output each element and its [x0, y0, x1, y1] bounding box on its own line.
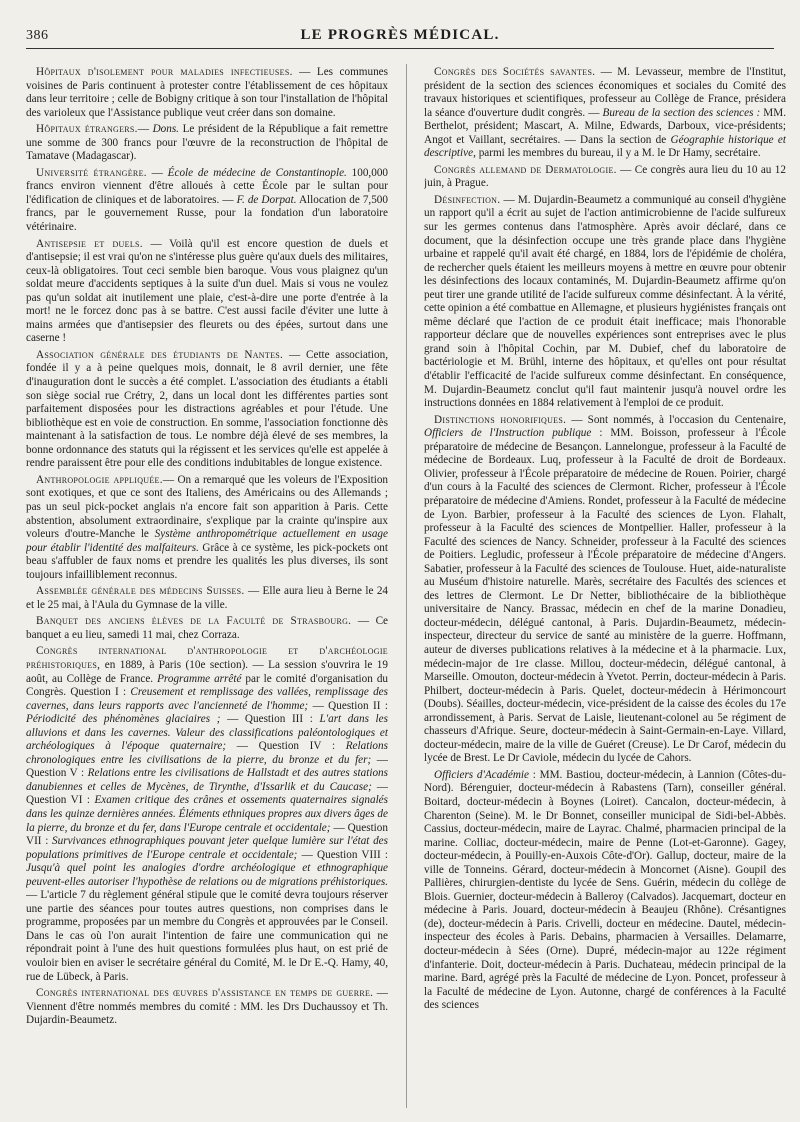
article-paragraph — [424, 414, 786, 766]
body-text: — Cette association, fondée il y a à peine quelques mois, donnait, le 8 avril dernier, une fête d'inauguration dont le succès a été complet. L'association des étudiants a établi son siège social rue Crétry, 2, dans un local dont les différentes parties sont parfaitement disposées pour les distractions agréables et pour l'étude. Une bibliothèque est en voie de construction. En somme, l'association fonctionne dès maintenant à la satisfaction de tous. Le nombre déjà élevé de ses membres, la bonne ordonnance des statuts qui la régissent et les services qu'elle est appelée à rendre paraissent être pour elle des conditions indubitables de longue existence. — [26, 348, 388, 470]
body-text: — — [137, 123, 153, 136]
article-paragraph — [26, 585, 388, 612]
article-heading: Association générale des étudiants de Nantes. — [36, 348, 284, 361]
body-text: — Ce congrès aura lieu du 10 au 12 juin, à Prague. — [424, 163, 786, 190]
body-text: — Voilà qu'il est encore question de duels et d'antisepsie; il est vrai qu'on ne s'intéresse plus guère qu'aux duels des militaires, ceux-là obligatoires. Tout ceci semble bien baroque. Vous vous plaignez qu'un soldat meure d'accidents septiques à la suite d'un duel. Mais si vous ne voulez pas qu'un soldat ait inutilement une plaie, c'est-à-dire une porte d'entrée à la mort! ne le forcez donc pas à se battre. C'est aussi facile d'éviter une lutte à mains armées que d'antisepsier des fleurets ou des épées, surtout dans une caserne ! — [26, 237, 388, 345]
article-heading: Université étrangère. — [36, 166, 147, 179]
italic-text: Géographie historique et descriptive, — [424, 133, 786, 160]
body-text: — Question VIII : — [297, 848, 388, 861]
body-text: — Question III : — [220, 713, 320, 726]
body-text: — L'article 7 du règlement général stipule que le comité devra toujours réserver une partie des séances pour toutes autres questions, non comprises dans le programme, proposées par un membre du Congrès et approuvées par le Conseil. Dans le cas où l'on aurait l'intention de faire une communication qui ne répondrait point à l'une des huit questions formulées plus haut, on est prié de vouloir bien en aviser le secrétaire général du Comité, M. le Dr E.-Q. Hamy, 40, rue de Lübeck, à Paris. — [26, 889, 388, 983]
body-text: Allocation de 7,500 francs, par le gouvernement Russe, pour la fondation d'un laboratoire vétérinaire. — [26, 193, 388, 234]
body-text: : MM. Bastiou, docteur-médecin, à Lannion (Côtes-du-Nord). Bérenguier, docteur-médecin à Rabastens (Tarn), conseiller général. Boitard, docteur-médecin à Boynes (Loiret). Cancalon, docteur-médecin, à Charenton (Seine). M. le Dr Bonnet, conseiller municipal de Sidi-bel-Abbès. Cassius, docteur-médecin, maire de Layrac. Chalmé, pharmacien principal de la marine. Colliac, docteur-médecin, maire de Penne (Lot-et-Garonne). Gagey, docteur-médecin, à Pouilly-en-Auxois Côte-d'Or). Gallup, docteur, maire de la ville de Tonneins. Gérard, docteur-médecin à Moncornet (Aisne). Goupil des Pallières, chirurgien-dentiste du lycée de Sens. Guérin, médecin du collège de Blois. Guernier, docteur-médecin à Balleroy (Calvados). Jacquemart, docteur en médecine à Paris. Jouard, docteur-médecin à Beaujeu (Rhône). Crésantignes (de), docteur-médecin à Paris. Crivelli, docteur en médecine. Dautel, médecin-inspecteur des écoles à Paris. Debains, pharmacien à Versailles. Delamarre, docteur-médecin à Sées (Orne). Dupré, médecin-major au 122e régiment d'infanterie. Doit, docteur-médecin à Paris. Duchateau, médecin principal de la marine. Bard, agrégé près la Faculté de médecine de Lyon. Poncet, professeur à la Faculté de médecine de Lyon. Autonne, chargé de conférences à la Faculté des sciences — [424, 768, 786, 1012]
body-text: — Question VI : — [26, 780, 388, 807]
body-text: MM. Berthelot, président; Mascart, A. Milne, Edwards, Darboux, vice-présidents; Angot et Vaillant, secrétaires. — Dans la section de — [424, 106, 786, 146]
column-rule — [406, 64, 407, 1108]
italic-text: Bureau de la section des sciences : — [602, 106, 761, 119]
body-text: — Ce banquet a eu lieu, samedi 11 mai, chez Corraza. — [26, 615, 388, 641]
article-heading: Hôpitaux d'isolement pour maladies infectieuses. — [36, 66, 293, 78]
body-text: — Question II : — [308, 699, 388, 712]
article-paragraph — [424, 164, 786, 191]
article-paragraph — [26, 123, 388, 164]
article-heading: Désinfection. — [434, 193, 501, 206]
article-heading: Congrès des Sociétés savantes. — [434, 66, 596, 78]
body-text: en 1889, à Paris (10e section). — La session s'ouvrira le 19 août, au Collège de France. — [26, 658, 388, 685]
body-text: Le président de la République a fait remettre une somme de 300 francs pour l'œuvre de la reconstruction de l'hôpital de Tamatave (Madagascar). — [26, 123, 388, 163]
italic-text: Survivances ethnographiques pouvant jeter quelque lumière sur l'état des populations primitives de l'Europe centrale et occidentale; — [26, 835, 388, 861]
body-text: — Les communes voisines de Paris continuent à protester contre l'établissement de ces hôpitaux dans leur territoire ; celle de Bobigny critique à son tour l'installation de l'hôpital des varioleux que l'Assistance publique veut créer dans son domaine. — [26, 66, 388, 119]
italic-text: Creusement et remplissage des vallées, remplissage des cavernes, dans leurs rapports avec l'ancienneté de l'homme; — [26, 686, 388, 712]
italic-text: Jusqu'à quel point les analogies d'ordre archéologique et ethnographique peuvent-elles autoriser l'hypothèse de relations ou de migrations préhistoriques. — [26, 862, 388, 888]
body-text: — Question V : — [26, 753, 388, 780]
italic-text: Officiers d'Académie — [434, 768, 530, 781]
article-paragraph — [26, 615, 388, 642]
article-heading: Congrès allemand de Dermatologie. — [434, 163, 617, 176]
body-text: : MM. Boisson, professeur à l'École préparatoire de médecine de Besançon. Lannelongue, professeur à la Faculté de médecine de Bordeaux. Luq, professeur à la Faculté de droit de Bordeaux. Olivier, professeur à l'École préparatoire de médecine de Rouen. Poirier, chargé d'un cours à la Faculté des sciences de Clermont. Richer, professeur à l'École préparatoire de médecine d'Amiens. Rondet, professeur à la Faculté de médecine de Lyon. Barbier, professeur à la Faculté des sciences de Lyon. Flahalt, professeur à la Faculté des sciences de Montpellier. Haller, professeur à la Faculté des sciences de Nancy. Schneider, professeur à la Faculté des sciences de Poitiers. Legludic, professeur à l'École préparatoire de médecine d'Angers. Sabatier, professeur à la Faculté des sciences de Toulouse. Huet, aide-naturaliste au Muséum d'histoire naturelle. Marès, secrétaire des Facultés des sciences et des lettres de Clermont. Le Dr Netter, bibliothécaire de la bibliothèque universitaire de Nancy. Brassac, médecin en chef de la marine Donadieu, docteur-médecin, délégué cantonal, à Paris. Dujardin-Beaumetz, médecin-inspecteur, directeur du service de santé au ministère de la guerre. Hoffmann, auteur de diverses publications relatives à la médecine et à la pharmacie. Lux, médecin-major de 1re classe. Millou, docteur-médecin, délégué cantonal, à Marseille. Omouton, docteur-médecin à Yvetot. Perrin, docteur-médecin à Paris. Philbert, docteur-médecin à Paris. Quelet, docteur-médecin à Hérimoncourt (Doubs). Séailles, docteur-médecin, vice-président de la caisse des écoles du 17e arrondissement, à Paris. Servat de Laisle, lieutenant-colonel au 5e régiment de chasseurs d'Afrique. Seure, docteur-médecin à Saint-Germain-en-Laye. Villard, docteur-médecin, maire de la ville de Guéret (Creuse). Le Dr Carof, médecin du lycée de Brest. Le Dr Caviole, médecin du lycée de Cahors. — [424, 427, 786, 765]
page-header — [26, 26, 774, 49]
italic-text: Relations chronologiques entre les civilisations de la pierre, du bronze et du fer; — [26, 740, 388, 766]
article-paragraph — [26, 645, 388, 984]
body-text: — — [146, 166, 168, 179]
article-paragraph — [26, 167, 388, 235]
article-heading: Antisepsie et duels. — [36, 237, 143, 250]
body-text: 100,000 francs environ viennent d'être alloués à cette École par le sultan pour l'édification de cliniques et de laboratoires. — — [26, 166, 388, 206]
article-paragraph — [424, 194, 786, 411]
article-paragraph — [26, 66, 388, 120]
article-paragraph — [26, 474, 388, 582]
body-text: — M. Dujardin-Beaumetz a communiqué au conseil d'hygiène un rapport qu'il a écrit au sujet de l'action antimicrobienne de l'acide sulfureux sur les germes contenus dans l'atmosphère. Après avoir déclaré, dans ce document, que la désinfection occupe une très grande place dans l'hygiène urbaine et rappelé qu'il avait été chargé, en 1884, lors de l'épidémie de choléra, de rechercher quels étaient les meilleurs moyens à mettre en œuvre pour obtenir les désinfections des locaux contaminés, M. Dujardin-Beaumetz affirme qu'on peut tirer une grande utilité de l'acide sulfureux comme désinfectant. À la vérité, cette opinion a été combattue en Allemagne, et plusieurs hygiénistes français ont même déclaré que l'action de ce produit était inefficace; mais l'honorable rapporteur déclare que de nouvelles expériences sont entreprises avec le plus grand soin à l'hôpital Cochin, par M. Dubief, chef du laboratoire de bactériologie et M. Brühl, interne des hôpitaux, et qu'elles ont pour résultat d'établir l'efficacité de l'acide sulfureux comme désinfectant. En conséquence, M. Dujardin-Beaumetz conclut qu'il faut maintenir jusqu'à nouvel ordre les instructions données en 1884 relativement à l'emploi de ce produit. — [424, 193, 786, 410]
italic-text: Officiers de l'Instruction publique — [424, 427, 592, 440]
body-text: — M. Levasseur, membre de l'Institut, président de la section des sciences économiques et sociales du Comité des travaux historiques et scientifiques, professeur au Collège de France, présidera la séance d'ouverture dudit congrès. — — [424, 66, 786, 119]
italic-text: Système anthropométrique actuellement en usage pour établir l'identité des malfaiteurs. — [26, 528, 388, 554]
article-paragraph — [424, 769, 786, 1013]
body-text: — Viennent d'être nommés membres du comité : MM. les Drs Duchaussoy et Th. Dujardin-Beaumetz. — [26, 987, 388, 1027]
article-heading: Banquet des anciens élèves de la Faculté de Strasbourg. — [36, 615, 352, 628]
italic-text: L'art dans les alluvions et dans les cavernes. Valeur des classifications paléontologiques et archéologiques à l'époque quaternaire; — [26, 713, 388, 753]
body-text: parmi les membres du bureau, il y a M. le Dr Hamy, secrétaire. — [475, 147, 761, 160]
article-heading: Distinctions honorifiques. — [434, 413, 567, 426]
body-text: par le comité d'organisation du Congrès. Question I : — [26, 672, 388, 699]
body-text: — Sont nommés, à l'occasion du Centenaire, — [566, 413, 786, 426]
italic-text: F. de Dorpat. — [236, 193, 297, 206]
italic-text: Dons. — [152, 123, 179, 136]
italic-text: Programme arrêté — [157, 672, 242, 685]
body-text: — Question VII : — [26, 821, 388, 848]
article-paragraph — [424, 66, 786, 161]
body-text: — On a remarqué que les voleurs de l'Exposition sont exotiques, et que ce sont des Italiens, des Américains ou des Allemands ; pas un seul pick-pocket anglais n'a encore fait son apparition à Paris. Cette abstention, absolument extraordinaire, s'explique par la crainte qu'inspire aux voleurs d'outre-Manche le — [26, 473, 388, 541]
article-heading: Congrès international des œuvres d'assistance en temps de guerre. — [36, 987, 374, 1000]
right-column — [424, 66, 786, 1106]
article-heading: Anthropologie appliquée. — [36, 473, 163, 486]
article-paragraph — [26, 349, 388, 471]
left-column — [26, 66, 388, 1106]
italic-text: Relations entre les civilisations de Hallstadt et des autres stations danubiennes et celles de Mycènes, de Tirynthe, d'Issarlik et du Caucase; — [26, 767, 388, 793]
article-heading: Assemblée générale des médecins Suisses. — [36, 585, 245, 598]
article-heading: Congrès international d'anthropologie et d'archéologie préhistoriques, — [26, 645, 388, 671]
page-number: 386 — [26, 28, 49, 43]
article-heading: Hôpitaux étrangers. — [36, 123, 138, 136]
italic-text: Examen critique des crânes et ossements quaternaires signalés dans les quinze dernières années. Éléments ethniques propres aux divers âges de la pierre, du bronze et du fer, dans l'Europe centrale et occidentale; — [26, 794, 388, 834]
italic-text: École de médecine de Constantinople. — [167, 166, 347, 179]
article-paragraph — [26, 987, 388, 1028]
body-text: — Question IV : — [226, 740, 346, 753]
article-paragraph — [26, 238, 388, 346]
running-title: LE PROGRÈS MÉDICAL. — [300, 27, 500, 43]
body-text: — Elle aura lieu à Berne le 24 et le 25 mai, à l'Aula du Gymnase de la ville. — [26, 585, 388, 611]
italic-text: Périodicité des phénomènes glaciaires ; — [26, 713, 221, 726]
body-text: Grâce à ce système, les pick-pockets ont beau s'affubler de faux noms et prendre les qualités les plus diverses, ils sont toujours infailliblement reconnus. — [26, 541, 388, 581]
